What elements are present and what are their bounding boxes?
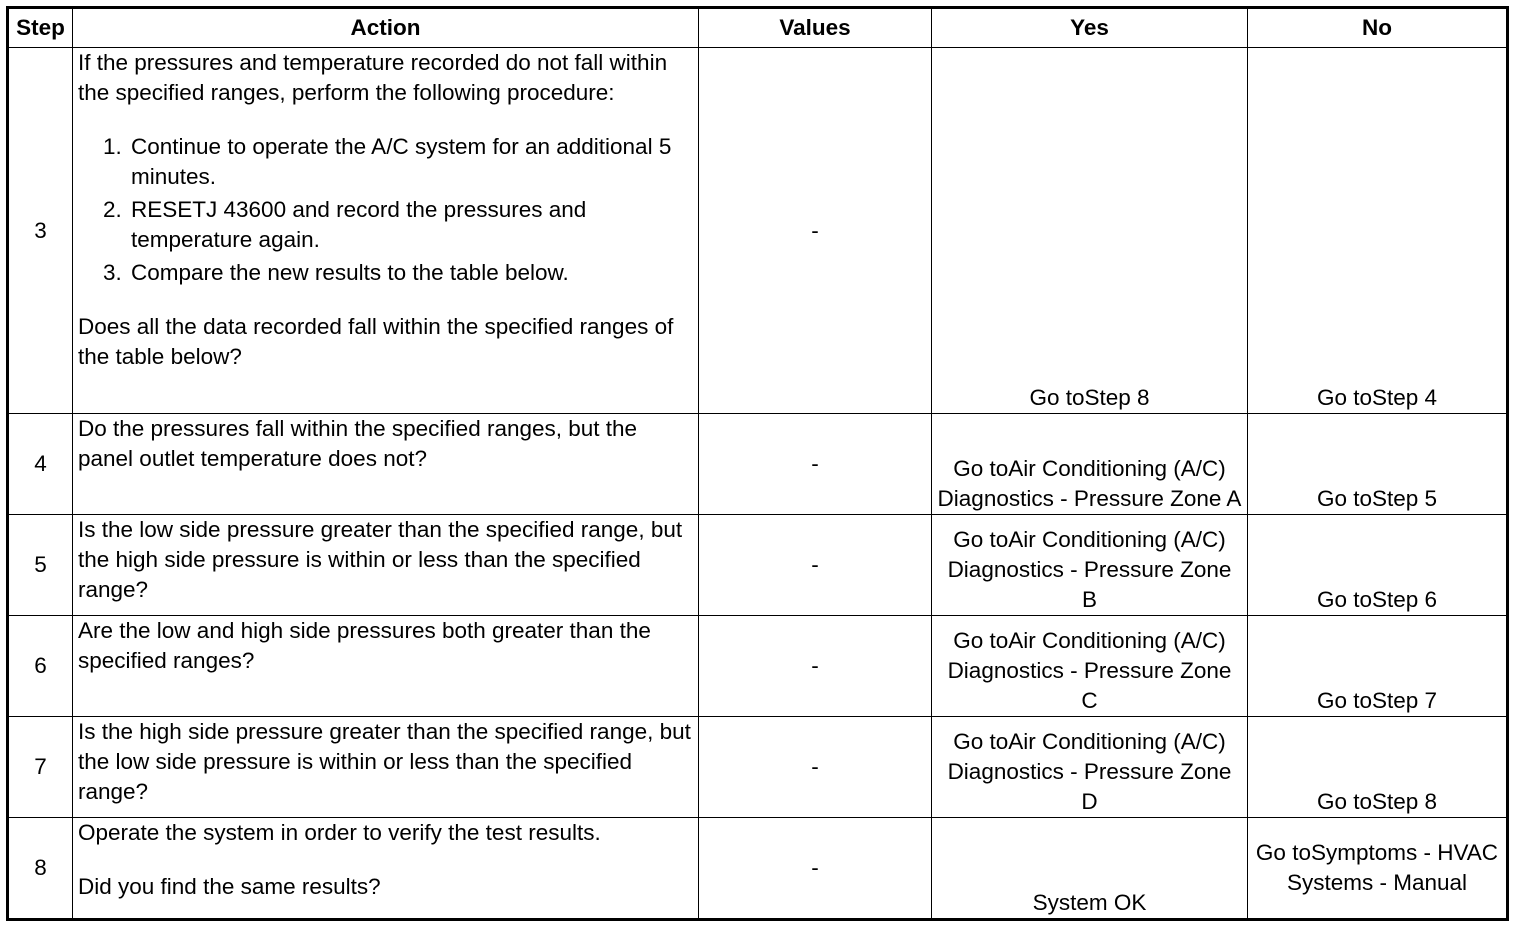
- values-cell: -: [699, 717, 932, 818]
- action-cell: Is the low side pressure greater than the specified range, but the high side pressure is within or less than the specified range?: [73, 515, 699, 616]
- no-link[interactable]: Go toStep 8: [1248, 717, 1508, 818]
- action-cell: [73, 48, 699, 414]
- action-cell: Are the low and high side pressures both greater than the specified ranges?: [73, 616, 699, 717]
- header-row: [8, 8, 1508, 48]
- table-row-step-8: [8, 818, 1508, 920]
- step-number: 7: [8, 717, 73, 818]
- step-number: 8: [8, 818, 73, 920]
- table-row-step-3: [8, 48, 1508, 414]
- procedure-list: [78, 132, 693, 288]
- no-link[interactable]: Go toStep 6: [1248, 515, 1508, 616]
- step-number: 3: [8, 48, 73, 414]
- header-no: No: [1248, 8, 1508, 48]
- table-row-step-7: [8, 717, 1508, 818]
- table-row-step-4: [8, 414, 1508, 515]
- action-text: Operate the system in order to verify the test results.: [78, 820, 601, 845]
- action-cell: Is the high side pressure greater than the specified range, but the low side pressure is within or less than the specified range?: [73, 717, 699, 818]
- no-link[interactable]: Go toSymptoms - HVAC Systems - Manual: [1248, 818, 1508, 920]
- diagnostic-table: [6, 6, 1509, 921]
- no-link[interactable]: Go toStep 5: [1248, 414, 1508, 515]
- action-cell: Do the pressures fall within the specified ranges, but the panel outlet temperature does not?: [73, 414, 699, 515]
- procedure-item: 2. RESETJ 43600 and record the pressures and temperature again.: [128, 195, 693, 255]
- no-link[interactable]: Go toStep 4: [1248, 48, 1508, 414]
- step-number: 6: [8, 616, 73, 717]
- yes-text: System OK: [932, 818, 1248, 920]
- header-values: Values: [699, 8, 932, 48]
- values-cell: -: [699, 414, 932, 515]
- values-cell: -: [699, 515, 932, 616]
- yes-link[interactable]: Go toAir Conditioning (A/C) Diagnostics - Pressure Zone D: [932, 717, 1248, 818]
- procedure-item: 3. Compare the new results to the table below.: [128, 258, 693, 288]
- values-cell: -: [699, 818, 932, 920]
- action-question: Did you find the same results?: [78, 874, 381, 899]
- table-row-step-6: [8, 616, 1508, 717]
- yes-link[interactable]: Go toAir Conditioning (A/C) Diagnostics - Pressure Zone B: [932, 515, 1248, 616]
- action-cell: [73, 818, 699, 920]
- step-number: 5: [8, 515, 73, 616]
- action-question: Does all the data recorded fall within the specified ranges of the table below?: [78, 314, 674, 369]
- yes-link[interactable]: Go toAir Conditioning (A/C) Diagnostics - Pressure Zone A: [932, 414, 1248, 515]
- header-step: Step: [8, 8, 73, 48]
- values-cell: -: [699, 48, 932, 414]
- no-link[interactable]: Go toStep 7: [1248, 616, 1508, 717]
- values-cell: -: [699, 616, 932, 717]
- yes-link[interactable]: Go toAir Conditioning (A/C) Diagnostics - Pressure Zone C: [932, 616, 1248, 717]
- step-number: 4: [8, 414, 73, 515]
- procedure-item: 1. Continue to operate the A/C system for an additional 5 minutes.: [128, 132, 693, 192]
- header-yes: Yes: [932, 8, 1248, 48]
- action-intro: If the pressures and temperature recorded do not fall within the specified ranges, perform the following procedure:: [78, 50, 668, 105]
- yes-link[interactable]: Go toStep 8: [932, 48, 1248, 414]
- table-row-step-5: [8, 515, 1508, 616]
- header-action: Action: [73, 8, 699, 48]
